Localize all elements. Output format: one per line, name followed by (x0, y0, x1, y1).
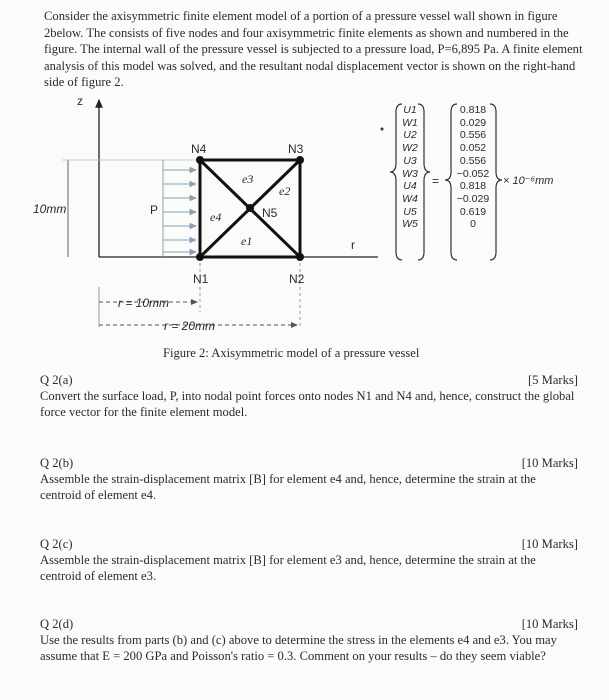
vector-label: W4 (402, 192, 418, 205)
vector-label: W5 (402, 218, 418, 231)
question-id: Q 2(c) (40, 537, 73, 551)
question-2c (40, 536, 578, 584)
node-n3 (296, 156, 304, 164)
vector-value: 0.818 (459, 180, 487, 193)
problem-intro (44, 8, 584, 91)
figure-caption: Figure 2: Axisymmetric model of a pressure vessel (163, 346, 420, 360)
vector-value: 0.619 (459, 205, 487, 218)
question-marks: [5 Marks] (527, 373, 578, 387)
question-marks: [10 Marks] (521, 537, 578, 551)
element-label-e2: e2 (279, 184, 291, 198)
element-label-e3: e3 (242, 172, 254, 186)
vector-label: U5 (403, 205, 417, 218)
question-2b (40, 455, 578, 503)
node-label-n1: N1 (193, 272, 209, 286)
question-text: Convert the surface load, P, into nodal point forces onto nodes N1 and N4 and, hence, construct the global force vector for the finite element model. (40, 389, 575, 419)
question-id: Q 2(d) (40, 617, 74, 631)
vector-label: U4 (403, 180, 417, 193)
figure-drawing (0, 92, 609, 362)
units-label: × 10⁻⁶mm (503, 175, 554, 187)
element-label-e4: e4 (210, 210, 222, 224)
displacement-values (452, 104, 494, 231)
vector-value: 0.556 (459, 129, 487, 142)
pressure-label: P (150, 203, 159, 217)
question-2d (40, 616, 578, 664)
question-id: Q 2(a) (40, 373, 73, 387)
r-outer-dim-label: r = 20mm (164, 319, 216, 333)
question-text: Use the results from parts (b) and (c) above to determine the stress in the elements e4 and e3. You may assume that E = 200 GPa and Poisson's ratio = 0.3. Comment on your results – do they seem viable? (40, 633, 557, 663)
question-text: Assemble the strain-displacement matrix [B] for element e4 and, hence, determine the strain at the centroid of element e4. (40, 472, 536, 502)
node-label-n3: N3 (288, 142, 304, 156)
vector-value: −0.029 (456, 192, 490, 205)
vector-value: 0 (470, 218, 476, 231)
vector-value: 0.818 (459, 104, 487, 116)
intro-text: Consider the axisymmetric finite element model of a portion of a pressure vessel wall shown in figure 2below. The consists of five nodes and four axisymmetric finite elements as shown and numbered in the figure. The internal wall of the pressure vessel is subjected to a pressure load, P=6,895 Pa. A finite element analysis of this model was solved, and the resultant nodal displacement vector is shown on the right-hand side of figure 2. (44, 9, 583, 89)
vector-value: 0.052 (459, 142, 487, 155)
height-dim-label: 10mm (33, 202, 67, 216)
node-n1 (196, 253, 204, 261)
vector-label: W1 (402, 116, 418, 129)
vector-value: 0.029 (459, 116, 487, 129)
question-id: Q 2(b) (40, 456, 74, 470)
vector-value: 0.556 (459, 154, 487, 167)
question-text: Assemble the strain-displacement matrix [B] for element e3 and, hence, determine the strain at the centroid of element e3. (40, 553, 536, 583)
node-label-n5: N5 (262, 206, 278, 220)
r-inner-dim-label: r = 10mm (118, 296, 170, 310)
vector-label: W2 (402, 142, 418, 155)
pressure-arrows (163, 160, 196, 257)
vector-label: U1 (403, 104, 417, 116)
question-marks: [10 Marks] (521, 456, 578, 470)
node-label-n4: N4 (191, 142, 207, 156)
node-n2 (296, 253, 304, 261)
equals-sign: = (432, 174, 440, 188)
figure-2 (0, 92, 609, 362)
vector-label: W3 (402, 167, 418, 180)
displacement-labels (398, 104, 422, 231)
question-2a (40, 372, 578, 420)
vector-label: U2 (403, 129, 417, 142)
vector-value: −0.052 (456, 167, 490, 180)
element-label-e1: e1 (241, 234, 253, 248)
node-n5 (246, 204, 254, 212)
vector-label: U3 (403, 154, 417, 167)
node-label-n2: N2 (289, 272, 305, 286)
question-marks: [10 Marks] (521, 617, 578, 631)
r-axis-label: r (351, 238, 355, 252)
node-n4 (196, 156, 204, 164)
z-axis-label: z (77, 94, 83, 108)
